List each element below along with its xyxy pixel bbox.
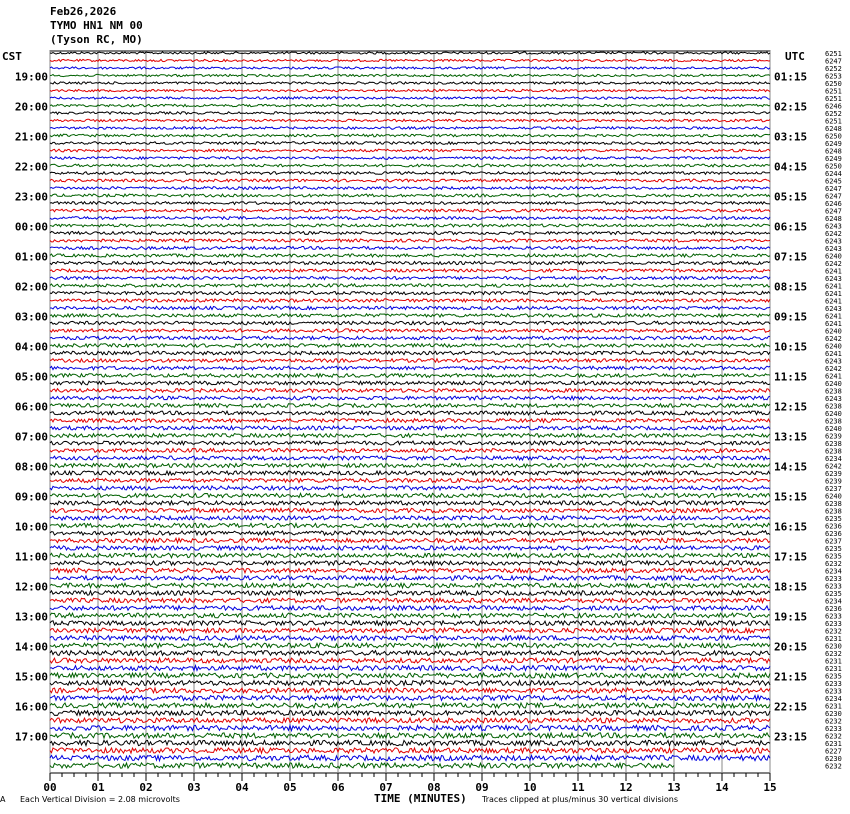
utc-hour-label: 06:15 <box>774 220 808 234</box>
seismic-trace <box>50 755 770 760</box>
seismic-trace <box>50 411 770 415</box>
cst-axis-title: CST <box>2 50 22 63</box>
seismic-trace <box>50 366 770 370</box>
seismic-trace <box>50 733 770 738</box>
seismic-trace <box>50 247 770 250</box>
seismic-trace <box>50 666 770 671</box>
utc-hour-label: 20:15 <box>774 640 808 654</box>
seismic-trace <box>50 718 770 723</box>
seismic-trace <box>50 501 770 505</box>
seismic-trace <box>50 493 770 497</box>
seismic-trace <box>50 381 770 385</box>
trace-value-label: 6235 <box>825 590 842 598</box>
seismic-trace <box>50 104 770 106</box>
trace-value-label: 6233 <box>825 725 842 733</box>
trace-value-label: 6232 <box>825 732 842 741</box>
seismic-trace <box>50 681 770 686</box>
utc-hour-label: 23:15 <box>774 730 808 744</box>
trace-value-label: 6243 <box>825 222 842 231</box>
x-tick-label: 06 <box>331 781 345 794</box>
trace-value-label: 6241 <box>825 290 842 298</box>
trace-value-label: 6247 <box>825 207 842 216</box>
seismic-trace <box>50 479 770 483</box>
seismic-trace <box>50 194 770 197</box>
cst-hour-label: 17:00 <box>14 730 48 744</box>
cst-hour-label: 12:00 <box>14 580 48 594</box>
x-tick-label: 11 <box>571 781 585 794</box>
cst-hour-label: 14:00 <box>14 640 48 654</box>
cst-hour-label: 00:00 <box>14 220 48 234</box>
trace-value-label: 6233 <box>825 680 842 688</box>
seismic-trace <box>50 179 770 182</box>
seismic-trace <box>50 606 770 611</box>
trace-value-label: 6242 <box>825 365 842 373</box>
seismic-trace <box>50 464 770 468</box>
seismic-trace <box>50 710 770 715</box>
trace-value-label: 6235 <box>825 515 842 523</box>
trace-value-label: 6240 <box>825 425 842 433</box>
utc-hour-label: 17:15 <box>774 550 808 564</box>
trace-value-label: 6238 <box>825 402 842 411</box>
seismic-trace <box>50 157 770 160</box>
seismic-trace <box>50 538 770 542</box>
trace-value-label: 6235 <box>825 545 842 553</box>
cst-hour-label: 15:00 <box>14 670 48 684</box>
seismic-trace <box>50 254 770 257</box>
trace-value-label: 6232 <box>825 762 842 771</box>
seismic-trace <box>50 239 770 242</box>
trace-value-label: 6232 <box>825 560 842 568</box>
station-code: TYMO HN1 NM 00 <box>50 19 143 32</box>
trace-value-label: 6238 <box>825 440 842 448</box>
x-tick-label: 04 <box>235 781 249 794</box>
cst-hour-label: 10:00 <box>14 520 48 534</box>
seismic-trace <box>50 508 770 512</box>
seismic-trace <box>50 434 770 438</box>
utc-hour-label: 14:15 <box>774 460 808 474</box>
seismic-trace <box>50 329 770 332</box>
seismic-trace <box>50 396 770 400</box>
seismic-trace <box>50 164 770 167</box>
utc-hour-label: 15:15 <box>774 490 808 504</box>
trace-value-label: 6237 <box>825 537 842 546</box>
trace-value-label: 6243 <box>825 395 842 403</box>
utc-hour-label: 18:15 <box>774 580 808 594</box>
trace-value-label: 6248 <box>825 125 842 133</box>
trace-value-label: 6240 <box>825 252 842 261</box>
seismic-trace <box>50 284 770 287</box>
seismic-trace <box>50 217 770 220</box>
utc-hour-label: 10:15 <box>774 340 808 354</box>
trace-value-label: 6231 <box>825 635 842 643</box>
seismic-trace <box>50 359 770 363</box>
trace-value-label: 6238 <box>825 417 842 426</box>
seismic-trace <box>50 291 770 294</box>
trace-value-label: 6242 <box>825 462 842 471</box>
seismic-trace <box>50 486 770 490</box>
clip-note: Traces clipped at plus/minus 30 vertical divisions <box>482 795 679 804</box>
x-tick-label: 02 <box>139 781 153 794</box>
seismic-trace <box>50 82 770 84</box>
seismic-trace <box>50 112 770 114</box>
trace-value-label: 6234 <box>825 567 842 576</box>
seismic-trace <box>50 52 770 54</box>
seismic-trace <box>50 202 770 205</box>
trace-value-label: 6242 <box>825 260 842 268</box>
trace-value-label: 6239 <box>825 470 842 478</box>
trace-value-label: 6242 <box>825 230 842 238</box>
trace-value-label: 6240 <box>825 410 842 418</box>
trace-value-label: 6231 <box>825 665 842 673</box>
x-tick-label: 10 <box>523 781 537 794</box>
trace-value-label: 6243 <box>825 305 842 313</box>
trace-value-label: 6240 <box>825 380 842 388</box>
trace-value-label: 6231 <box>825 702 842 711</box>
seismic-trace <box>50 471 770 475</box>
x-tick-label: 14 <box>715 781 729 794</box>
seismic-trace <box>50 419 770 423</box>
trace-value-label: 6241 <box>825 320 842 328</box>
seismic-trace <box>50 688 770 693</box>
trace-value-label: 6250 <box>825 80 842 88</box>
cst-hour-label: 05:00 <box>14 370 48 384</box>
seismic-trace <box>50 134 770 137</box>
seismic-trace <box>50 673 770 678</box>
trace-value-label: 6230 <box>825 755 842 763</box>
seismic-trace <box>50 516 770 520</box>
x-tick-label: 00 <box>43 781 57 794</box>
seismic-trace <box>50 306 770 309</box>
trace-value-label: 6233 <box>825 575 842 583</box>
x-tick-label: 05 <box>283 781 297 794</box>
utc-hour-label: 03:15 <box>774 130 808 144</box>
seismic-trace <box>50 261 770 264</box>
trace-value-label: 6252 <box>825 110 842 118</box>
seismic-trace <box>50 232 770 235</box>
trace-value-label: 6235 <box>825 552 842 561</box>
trace-value-label: 6249 <box>825 140 842 148</box>
trace-value-label: 6241 <box>825 350 842 358</box>
trace-value-label: 6246 <box>825 102 842 111</box>
utc-hour-label: 12:15 <box>774 400 808 414</box>
utc-hour-label: 01:15 <box>774 70 808 84</box>
seismic-trace <box>50 172 770 175</box>
cst-hour-label: 09:00 <box>14 490 48 504</box>
seismic-trace <box>50 404 770 408</box>
trace-value-label: 6232 <box>825 627 842 636</box>
x-axis-label: TIME (MINUTES) <box>374 792 467 805</box>
seismic-trace <box>50 276 770 279</box>
seismic-trace <box>50 344 770 347</box>
trace-value-label: 6247 <box>825 57 842 66</box>
trace-value-label: 6250 <box>825 162 842 171</box>
x-tick-label: 13 <box>667 781 681 794</box>
x-tick-label: 08 <box>427 781 441 794</box>
station-location: (Tyson RC, MO) <box>50 33 143 46</box>
trace-value-label: 6237 <box>825 485 842 493</box>
trace-value-label: 6241 <box>825 267 842 276</box>
seismic-trace <box>50 269 770 272</box>
trace-value-label: 6247 <box>825 185 842 193</box>
cst-hour-label: 07:00 <box>14 430 48 444</box>
utc-hour-label: 05:15 <box>774 190 808 204</box>
trace-value-label: 6238 <box>825 387 842 396</box>
trace-value-label: 6227 <box>825 747 842 756</box>
trace-value-label: 6240 <box>825 492 842 501</box>
trace-value-label: 6241 <box>825 297 842 306</box>
trace-value-label: 6242 <box>825 335 842 343</box>
cst-hour-label: 11:00 <box>14 550 48 564</box>
seismic-trace <box>50 576 770 581</box>
x-tick-label: 12 <box>619 781 633 794</box>
corner-mark: A <box>0 795 6 804</box>
trace-value-label: 6244 <box>825 170 842 178</box>
seismic-trace <box>50 374 770 378</box>
trace-value-label: 6251 <box>825 50 842 58</box>
trace-value-label: 6243 <box>825 357 842 366</box>
seismic-trace <box>50 142 770 145</box>
x-tick-label: 01 <box>91 781 105 794</box>
seismic-trace <box>50 351 770 355</box>
trace-value-label: 6236 <box>825 605 842 613</box>
seismic-trace <box>50 97 770 99</box>
utc-hour-label: 09:15 <box>774 310 808 324</box>
trace-value-label: 6238 <box>825 507 842 516</box>
trace-value-label: 6239 <box>825 432 842 441</box>
utc-hour-label: 13:15 <box>774 430 808 444</box>
trace-value-label: 6243 <box>825 245 842 253</box>
trace-value-label: 6249 <box>825 155 842 163</box>
seismic-trace <box>50 299 770 302</box>
trace-value-label: 6230 <box>825 642 842 651</box>
trace-value-label: 6233 <box>825 620 842 628</box>
seismic-trace <box>50 546 770 550</box>
trace-value-label: 6234 <box>825 597 842 606</box>
cst-hour-label: 20:00 <box>14 100 48 114</box>
seismic-trace <box>50 636 770 641</box>
trace-value-label: 6250 <box>825 132 842 141</box>
seismic-trace <box>50 651 770 656</box>
trace-value-label: 6240 <box>825 327 842 336</box>
trace-value-label: 6233 <box>825 582 842 591</box>
seismic-trace <box>50 187 770 190</box>
trace-value-label: 6241 <box>825 282 842 291</box>
seismic-trace <box>50 628 770 633</box>
utc-hour-label: 02:15 <box>774 100 808 114</box>
cst-hour-label: 02:00 <box>14 280 48 294</box>
seismic-trace <box>50 74 770 76</box>
trace-value-label: 6246 <box>825 200 842 208</box>
trace-value-label: 6251 <box>825 87 842 96</box>
seismic-trace <box>50 224 770 227</box>
cst-hour-label: 22:00 <box>14 160 48 174</box>
trace-value-label: 6248 <box>825 147 842 156</box>
cst-hour-label: 04:00 <box>14 340 48 354</box>
cst-hour-label: 01:00 <box>14 250 48 264</box>
trace-value-label: 6245 <box>825 177 842 186</box>
trace-group <box>50 52 770 768</box>
trace-value-label: 6239 <box>825 477 842 486</box>
seismic-trace <box>50 740 770 745</box>
cst-hour-label: 08:00 <box>14 460 48 474</box>
utc-hour-label: 07:15 <box>774 250 808 264</box>
seismic-trace <box>50 89 770 91</box>
utc-hour-label: 22:15 <box>774 700 808 714</box>
seismic-trace <box>50 561 770 565</box>
seismic-trace <box>50 725 770 730</box>
cst-hour-label: 23:00 <box>14 190 48 204</box>
seismic-trace <box>50 643 770 648</box>
seismic-trace <box>50 583 770 588</box>
trace-value-label: 6247 <box>825 192 842 201</box>
seismic-trace <box>50 658 770 663</box>
seismic-trace <box>50 621 770 626</box>
trace-value-label: 6236 <box>825 530 842 538</box>
scale-note: Each Vertical Division = 2.08 microvolts <box>20 795 180 804</box>
utc-hour-label: 16:15 <box>774 520 808 534</box>
seismic-trace <box>50 149 770 152</box>
x-tick-label: 09 <box>475 781 489 794</box>
trace-value-label: 6234 <box>825 695 842 703</box>
seismic-trace <box>50 613 770 618</box>
cst-hour-label: 19:00 <box>14 70 48 84</box>
seismic-trace <box>50 568 770 572</box>
seismic-trace <box>50 127 770 130</box>
trace-value-label: 6251 <box>825 117 842 126</box>
cst-hour-label: 16:00 <box>14 700 48 714</box>
trace-value-label: 6243 <box>825 237 842 246</box>
seismic-trace <box>50 456 770 460</box>
seismic-trace <box>50 209 770 212</box>
trace-value-label: 6230 <box>825 710 842 718</box>
seismic-trace <box>50 389 770 393</box>
trace-value-label: 6235 <box>825 672 842 681</box>
cst-hour-label: 13:00 <box>14 610 48 624</box>
trace-value-label: 6232 <box>825 717 842 726</box>
trace-value-label: 6253 <box>825 72 842 81</box>
seismic-trace <box>50 336 770 339</box>
trace-value-label: 6243 <box>825 275 842 283</box>
seismic-trace <box>50 703 770 708</box>
seismic-trace <box>50 321 770 324</box>
cst-hour-label: 21:00 <box>14 130 48 144</box>
trace-value-label: 6232 <box>825 650 842 658</box>
utc-hour-label: 04:15 <box>774 160 808 174</box>
trace-value-label: 6233 <box>825 687 842 696</box>
seismic-trace <box>50 67 770 69</box>
cst-hour-label: 03:00 <box>14 310 48 324</box>
plot-date: Feb26,2026 <box>50 5 117 18</box>
x-tick-label: 03 <box>187 781 201 794</box>
cst-hour-label: 06:00 <box>14 400 48 414</box>
utc-axis-title: UTC <box>785 50 805 63</box>
seismic-trace <box>50 119 770 121</box>
trace-value-label: 6238 <box>825 447 842 456</box>
seismic-trace <box>50 598 770 603</box>
x-tick-label: 07 <box>379 781 393 794</box>
utc-hour-label: 21:15 <box>774 670 808 684</box>
seismic-trace <box>50 426 770 430</box>
trace-value-label: 6251 <box>825 95 842 103</box>
trace-value-label: 6252 <box>825 65 842 73</box>
trace-value-label: 6241 <box>825 372 842 381</box>
seismic-trace <box>50 763 674 768</box>
seismic-trace <box>50 696 770 701</box>
trace-value-label: 6248 <box>825 215 842 223</box>
utc-hour-label: 11:15 <box>774 370 808 384</box>
seismic-trace <box>50 523 770 527</box>
trace-value-label: 6236 <box>825 522 842 531</box>
trace-value-label: 6238 <box>825 500 842 508</box>
utc-hour-label: 19:15 <box>774 610 808 624</box>
seismic-trace <box>50 314 770 317</box>
seismic-trace <box>50 531 770 535</box>
seismic-trace <box>50 553 770 557</box>
utc-hour-label: 08:15 <box>774 280 808 294</box>
seismic-trace <box>50 441 770 445</box>
seismic-trace <box>50 449 770 453</box>
seismic-trace <box>50 748 770 753</box>
trace-value-label: 6240 <box>825 342 842 351</box>
trace-value-label: 6231 <box>825 740 842 748</box>
seismic-trace <box>50 591 770 596</box>
trace-value-label: 6241 <box>825 312 842 321</box>
trace-value-label: 6234 <box>825 455 842 463</box>
trace-value-label: 6231 <box>825 657 842 666</box>
grid <box>50 51 770 781</box>
seismic-trace <box>50 59 770 61</box>
trace-value-label: 6233 <box>825 612 842 621</box>
x-tick-label: 15 <box>763 781 777 794</box>
